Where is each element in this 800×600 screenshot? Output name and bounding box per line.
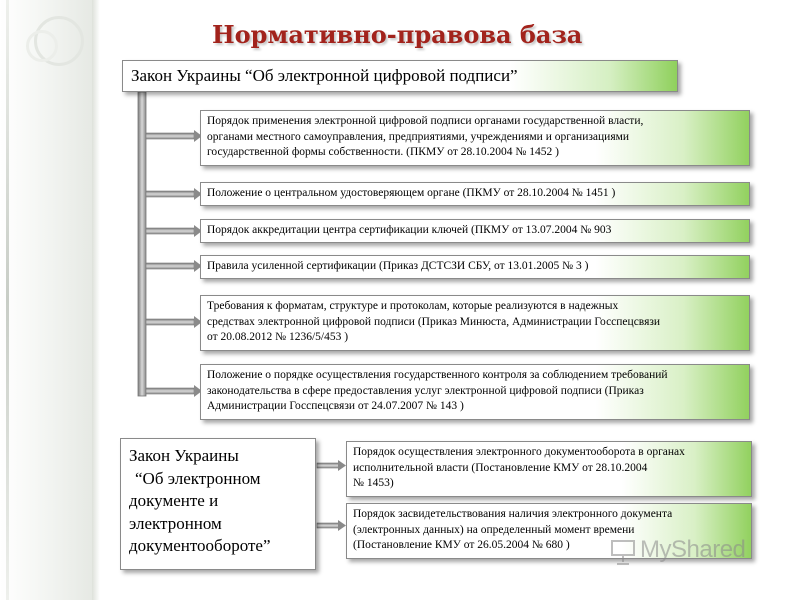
item-line: (Постановление КМУ от 26.05.2004 № 680 ) [353, 539, 570, 551]
law2-arm-2 [317, 523, 339, 528]
item-line: органами местного самоуправления, предприятиями, учреждениями и организациями [207, 130, 630, 143]
law1-box: Закон Украины “Об электронной цифровой подписи” [122, 60, 678, 92]
item-line: исполнительной власти (Постановление КМУ от 28.10.2004 [353, 461, 648, 474]
law1-item-3 [200, 219, 750, 243]
item-line: (электронных данных) на определенный момент времени [353, 523, 635, 536]
law1-item-1 [200, 110, 750, 166]
arm-6 [146, 388, 194, 394]
law2-arrows [317, 460, 346, 531]
law2-arrowhead-1 [338, 460, 346, 471]
law1-item-6 [200, 364, 750, 420]
item-line: законодательства в сфере предоставления услуг электронной цифровой подписи (Приказ [207, 384, 644, 397]
law2-line: электронном [129, 513, 222, 533]
item-line: Порядок аккредитации центра сертификации ключей (ПКМУ от 13.07.2004 № 903 [207, 224, 612, 236]
projector-screen-icon [610, 538, 638, 566]
item-line: Администрации Госспецсвязи от 24.07.2007 № 143 ) [207, 400, 464, 412]
item-line: Порядок применения электронной цифровой подписи органами государственной власти, [207, 115, 644, 127]
law2-item-1 [346, 441, 752, 497]
tree-arms [146, 130, 202, 397]
law1-item-4 [200, 255, 750, 279]
law2-arrowhead-2 [338, 520, 346, 531]
arm-4 [146, 263, 194, 269]
item-line: Порядок осуществления электронного документооборота в органах [353, 446, 685, 458]
item-line: № 1453) [353, 477, 394, 489]
tree-stem [138, 92, 146, 396]
item-line: Требования к форматам, структуре и протоколам, которые реализуются в надежных [207, 300, 619, 312]
arm-5 [146, 319, 194, 325]
law2-line: “Об электронном [135, 468, 261, 488]
law2-box [120, 438, 316, 570]
arm-3 [146, 228, 194, 234]
item-line: от 20.08.2012 № 1236/5/453 ) [207, 331, 349, 343]
law1-item-5 [200, 295, 750, 351]
arm-2 [146, 191, 194, 197]
watermark-text: MyShared [640, 536, 746, 563]
law2-line: документе и [129, 491, 219, 510]
item-line: государственной формы собственности. (ПКМУ от 28.10.2004 № 1452 ) [207, 146, 559, 158]
law1-item-2 [200, 182, 750, 206]
item-line: Положение о центральном удостоверяющем органе (ПКМУ от 28.10.2004 № 1451 ) [207, 187, 616, 199]
page-title: Нормативно-правова база [212, 20, 583, 49]
item-line: Порядок засвидетельствования наличия электронного документа [353, 508, 673, 520]
law2-line: документообороте” [129, 536, 271, 555]
law2-line: Закон Украины [129, 446, 239, 465]
item-line: Правила усиленной сертификации (Приказ ДСТСЗИ СБУ, от 13.01.2005 № 3 ) [207, 260, 589, 272]
item-line: средствах электронной цифровой подписи (Приказ Минюста, Администрации Госспецсвязи [207, 315, 661, 328]
watermark [610, 536, 770, 566]
item-line: Положение о порядке осуществления государственного контроля за соблюдением требований [207, 369, 668, 381]
law2-arm-1 [317, 463, 339, 468]
arm-1 [146, 133, 194, 139]
